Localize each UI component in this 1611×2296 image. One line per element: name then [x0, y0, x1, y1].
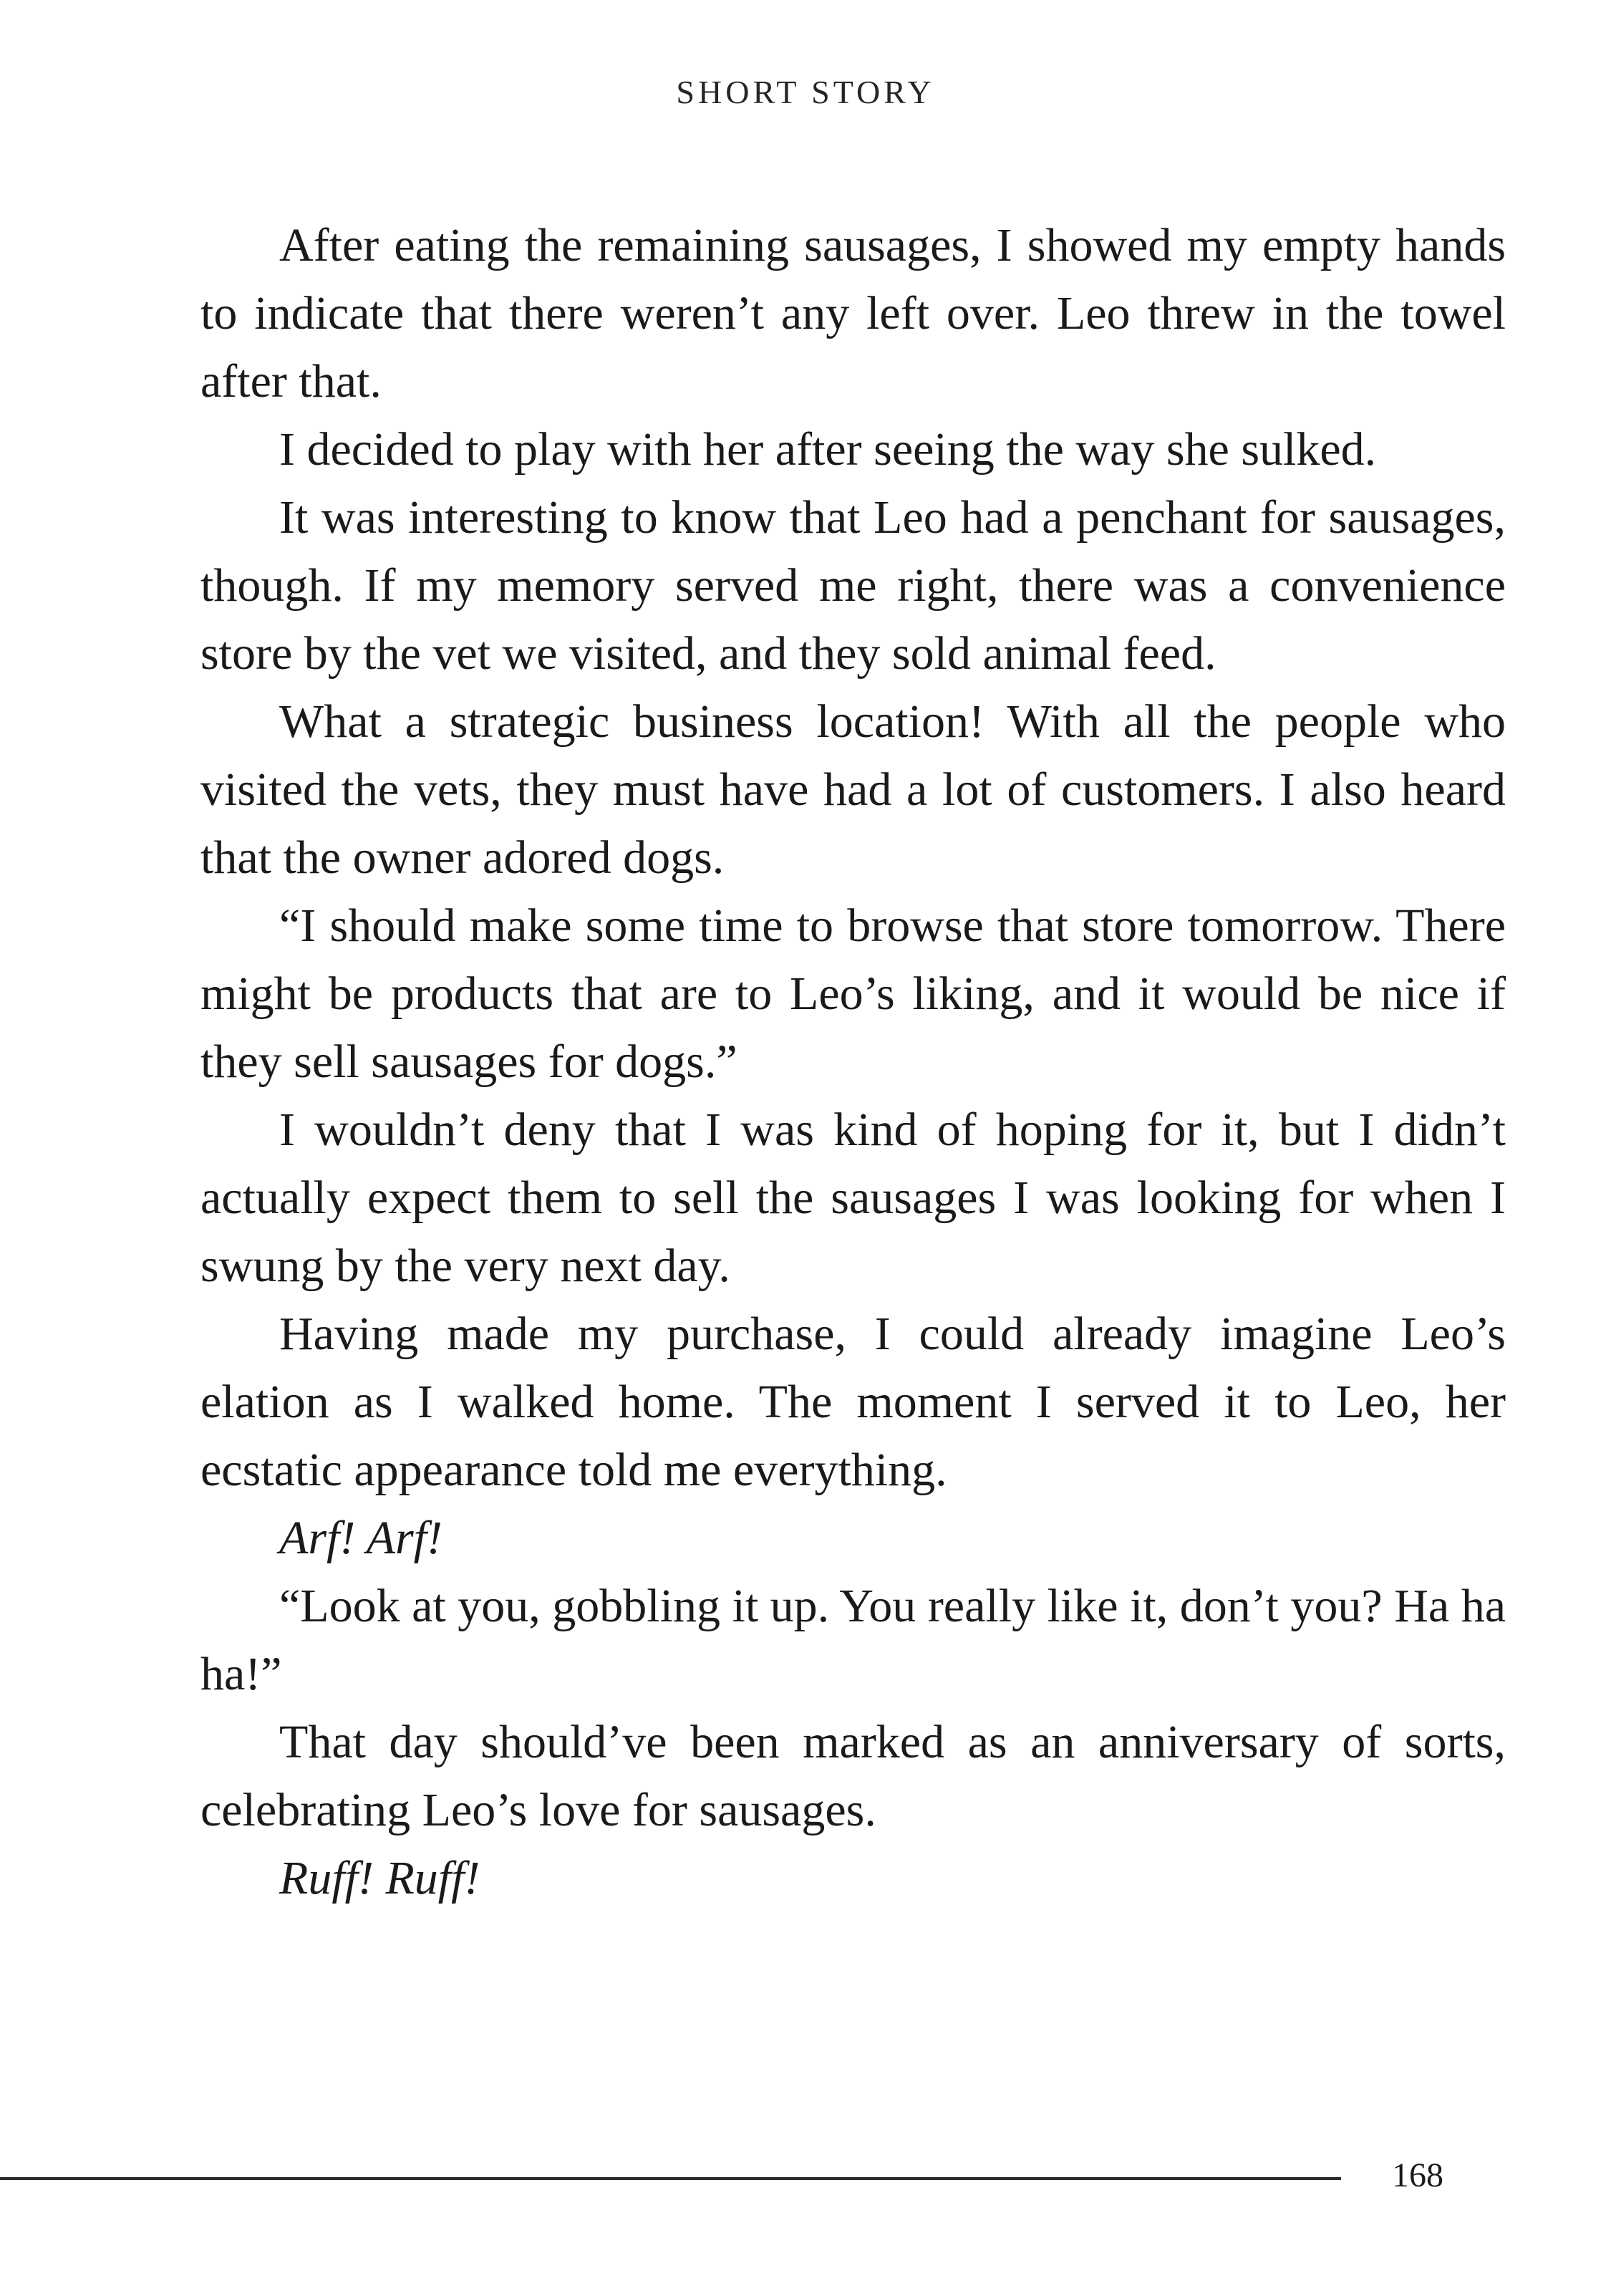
- story-paragraph: “Look at you, gobbling it up. You really like it, don’t you? Ha ha ha!”: [200, 1580, 1506, 1700]
- story-paragraph: What a strategic business location! With all the people who visited the vets, they must have had a lot of customers. I also heard that the owner adored dogs.: [200, 695, 1506, 884]
- story-paragraph-sound-effect: Arf! Arf!: [279, 1512, 442, 1564]
- story-paragraph: That day should’ve been marked as an anniversary of sorts, celebrating Leo’s love for sausages.: [200, 1716, 1506, 1836]
- story-paragraph: Having made my purchase, I could already imagine Leo’s elation as I walked home. The moment I served it to Leo, her ecstatic appearance told me everything.: [200, 1308, 1506, 1496]
- story-paragraph: It was interesting to know that Leo had a penchant for sausages, though. If my memory served me right, there was a convenience store by the vet we visited, and they sold animal feed.: [200, 491, 1506, 680]
- page-number: 168: [1392, 2156, 1443, 2194]
- story-paragraph: “I should make some time to browse that store tomorrow. There might be products that are to Leo’s liking, and it would be nice if they sell sausages for dogs.”: [200, 899, 1506, 1088]
- story-paragraph: I decided to play with her after seeing the way she sulked.: [279, 423, 1377, 476]
- page-title: SHORT STORY: [676, 74, 935, 110]
- story-paragraph: I wouldn’t deny that I was kind of hoping for it, but I didn’t actually expect them to sell the sausages I was looking for when I swung by the very next day.: [200, 1104, 1506, 1292]
- story-paragraph-sound-effect: Ruff! Ruff!: [279, 1852, 480, 1904]
- story-paragraph: After eating the remaining sausages, I showed my empty hands to indicate that there weren’t any left over. Leo threw in the towel after that.: [200, 219, 1506, 407]
- story-text: [200, 211, 1506, 1912]
- footer-divider: [0, 2177, 1341, 2180]
